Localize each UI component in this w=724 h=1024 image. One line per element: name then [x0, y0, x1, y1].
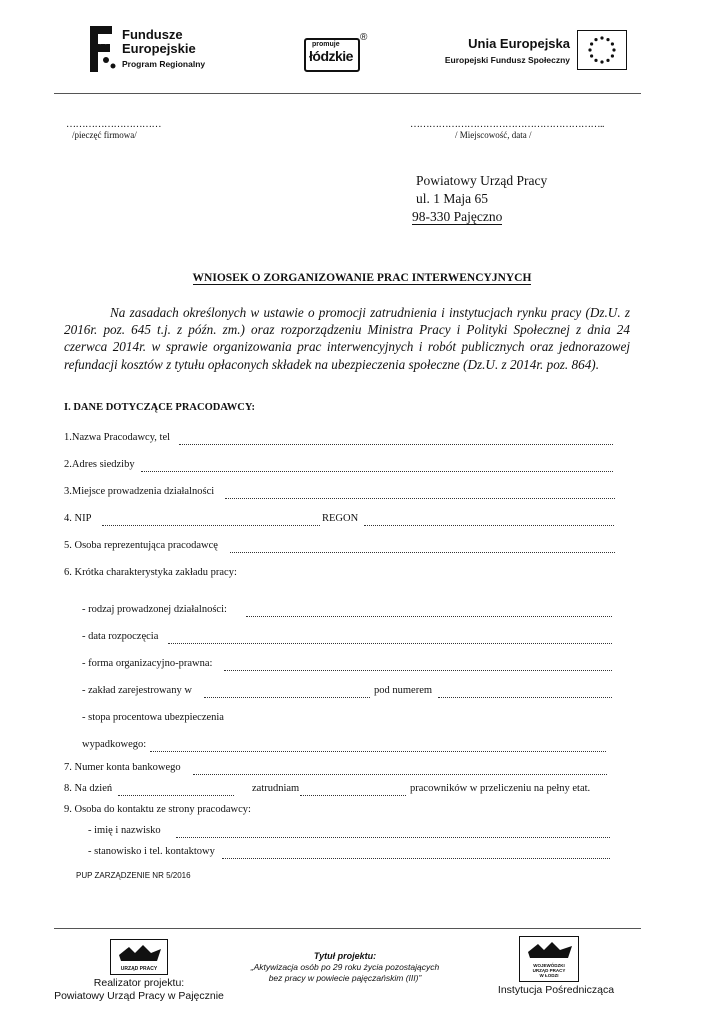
footer-divider: [54, 928, 641, 929]
field-label-name: 1.Nazwa Pracodawcy, tel: [64, 432, 171, 443]
field-label-address: 2.Adres siedziby: [64, 459, 135, 470]
fundusze-line3: Program Regionalny: [122, 59, 206, 69]
field-label-legal-form: - forma organizacyjno-prawna:: [82, 658, 213, 669]
stamp-label: /pieczęć firmowa/: [72, 130, 137, 140]
lodzkie-logo: [304, 32, 370, 76]
field-label-employ: zatrudniam: [252, 783, 300, 794]
fundusze-europejskie-logo: [86, 24, 236, 76]
project-title-line2: bez pracy w powiecie pajęczańskim (III)”: [268, 973, 422, 983]
pup-logo: [110, 939, 168, 975]
field-label-reg-number: pod numerem: [374, 685, 433, 696]
project-title-label: Tytuł projektu:: [313, 951, 377, 961]
field-label-contact: 9. Osoba do kontaktu ze strony pracodawcy:: [64, 804, 251, 815]
field-label-activity: - rodzaj prowadzonej działalności:: [82, 604, 227, 615]
eu-flag-icon: [577, 30, 627, 70]
project-title-line1: „Aktywizacja osób po 29 roku życia pozostających: [250, 962, 440, 972]
field-regon-input[interactable]: [364, 525, 614, 526]
field-label-place: 3.Miejsce prowadzenia działalności: [64, 486, 215, 497]
addressee-line1: Powiatowy Urząd Pracy: [416, 173, 548, 188]
field-label-start-date: - data rozpoczęcia: [82, 631, 159, 642]
pup-logo-text: URZĄD PRACY: [120, 966, 158, 972]
fundusze-emblem-icon: [86, 24, 118, 76]
field-legal-form-input[interactable]: [224, 670, 612, 671]
field-nip-input[interactable]: [102, 525, 320, 526]
addressee-line3: 98-330 Pajęczno: [412, 209, 503, 224]
field-label-nip: 4. NIP: [64, 513, 92, 524]
header-divider: [54, 93, 641, 94]
wup-emblem-icon: [526, 940, 574, 962]
field-address-input[interactable]: [141, 471, 613, 472]
field-start-date-input[interactable]: [168, 643, 612, 644]
field-activity-input[interactable]: [246, 616, 612, 617]
field-name-input[interactable]: [179, 444, 613, 445]
wup-logo: [519, 936, 579, 982]
field-label-characteristics: 6. Krótka charakterystyka zakładu pracy:: [64, 567, 237, 578]
field-date-input[interactable]: [118, 795, 234, 796]
wup-logo-text-2: URZĄD PRACY: [532, 968, 566, 973]
field-reg-number-input[interactable]: [438, 697, 612, 698]
fundusze-line2: Europejskie: [122, 41, 196, 56]
field-representative-input[interactable]: [230, 552, 615, 553]
field-label-regon: REGON: [322, 513, 359, 524]
addressee-line2: ul. 1 Maja 65: [416, 191, 488, 206]
lodzkie-big-text: łódzkie: [309, 48, 353, 64]
place-date-dots: ……………………………………………………..: [410, 119, 604, 130]
field-label-representative: 5. Osoba reprezentująca pracodawcę: [64, 540, 218, 551]
field-label-registered: - zakład zarejestrowany w: [82, 685, 192, 696]
field-accident-rate-input[interactable]: [150, 751, 606, 752]
wup-logo-text-1: WOJEWÓDZKI: [533, 963, 565, 968]
field-label-employees-suffix: pracowników w przeliczeniu na pełny etat.: [410, 783, 591, 794]
field-contact-name-input[interactable]: [176, 837, 610, 838]
lodzkie-small-text: promuje: [312, 41, 340, 48]
regulation-number: PUP ZARZĄDZENIE NR 5/2016: [76, 871, 191, 880]
ue-subtitle: Europejski Fundusz Społeczny: [444, 55, 570, 65]
intro-text: Na zasadach określonych w ustawie o promocji zatrudnienia i instytucjach rynku pracy (Dz.U. z 2016r. poz. 645 t.j. z późn. zm.) oraz rozporządzeniu Ministra Pracy i Polityki Społecznej z dnia 24 czerwca 2014r. w sprawie organizowania prac interwencyjnych i robót publicznych oraz jednorazowej refundacji kosztów z tytułu opłaconych składek na ubezpieczenia społeczne (Dz.U. z 2014r. poz. 864).: [64, 305, 630, 372]
registered-mark: ®: [360, 32, 368, 43]
realizator-name: Powiatowy Urząd Pracy w Pajęcznie: [54, 990, 224, 1002]
field-place-input[interactable]: [225, 498, 615, 499]
field-label-bank-account: 7. Numer konta bankowego: [64, 762, 181, 773]
wup-logo-text-3: W ŁODZI: [539, 973, 559, 978]
field-label-contact-position: - stanowisko i tel. kontaktowy: [88, 846, 215, 857]
intro-paragraph: [64, 304, 630, 373]
field-contact-position-input[interactable]: [222, 858, 610, 859]
field-label-accident-rate-2: wypadkowego:: [82, 739, 147, 750]
field-label-contact-name: - imię i nazwisko: [88, 825, 161, 836]
pup-emblem-icon: [117, 943, 163, 965]
ue-title: Unia Europejska: [468, 36, 570, 51]
realizator-label: Realizator projektu:: [93, 977, 185, 989]
field-bank-account-input[interactable]: [193, 774, 607, 775]
field-employees-input[interactable]: [300, 795, 406, 796]
section-title: I. DANE DOTYCZĄCE PRACODAWCY:: [64, 402, 255, 413]
field-registered-input[interactable]: [204, 697, 370, 698]
place-date-label: / Miejscowość, data /: [455, 130, 532, 140]
field-label-as-of: 8. Na dzień: [64, 783, 113, 794]
document-title: WNIOSEK O ZORGANIZOWANIE PRAC INTERWENCYJNYCH: [192, 272, 532, 284]
field-label-accident-rate-1: - stopa procentowa ubezpieczenia: [82, 712, 224, 723]
intermediate-institution-label: Instytucja Pośrednicząca: [497, 984, 615, 996]
fundusze-line1: Fundusze: [122, 27, 183, 42]
stamp-dots: …………………………: [66, 119, 161, 130]
